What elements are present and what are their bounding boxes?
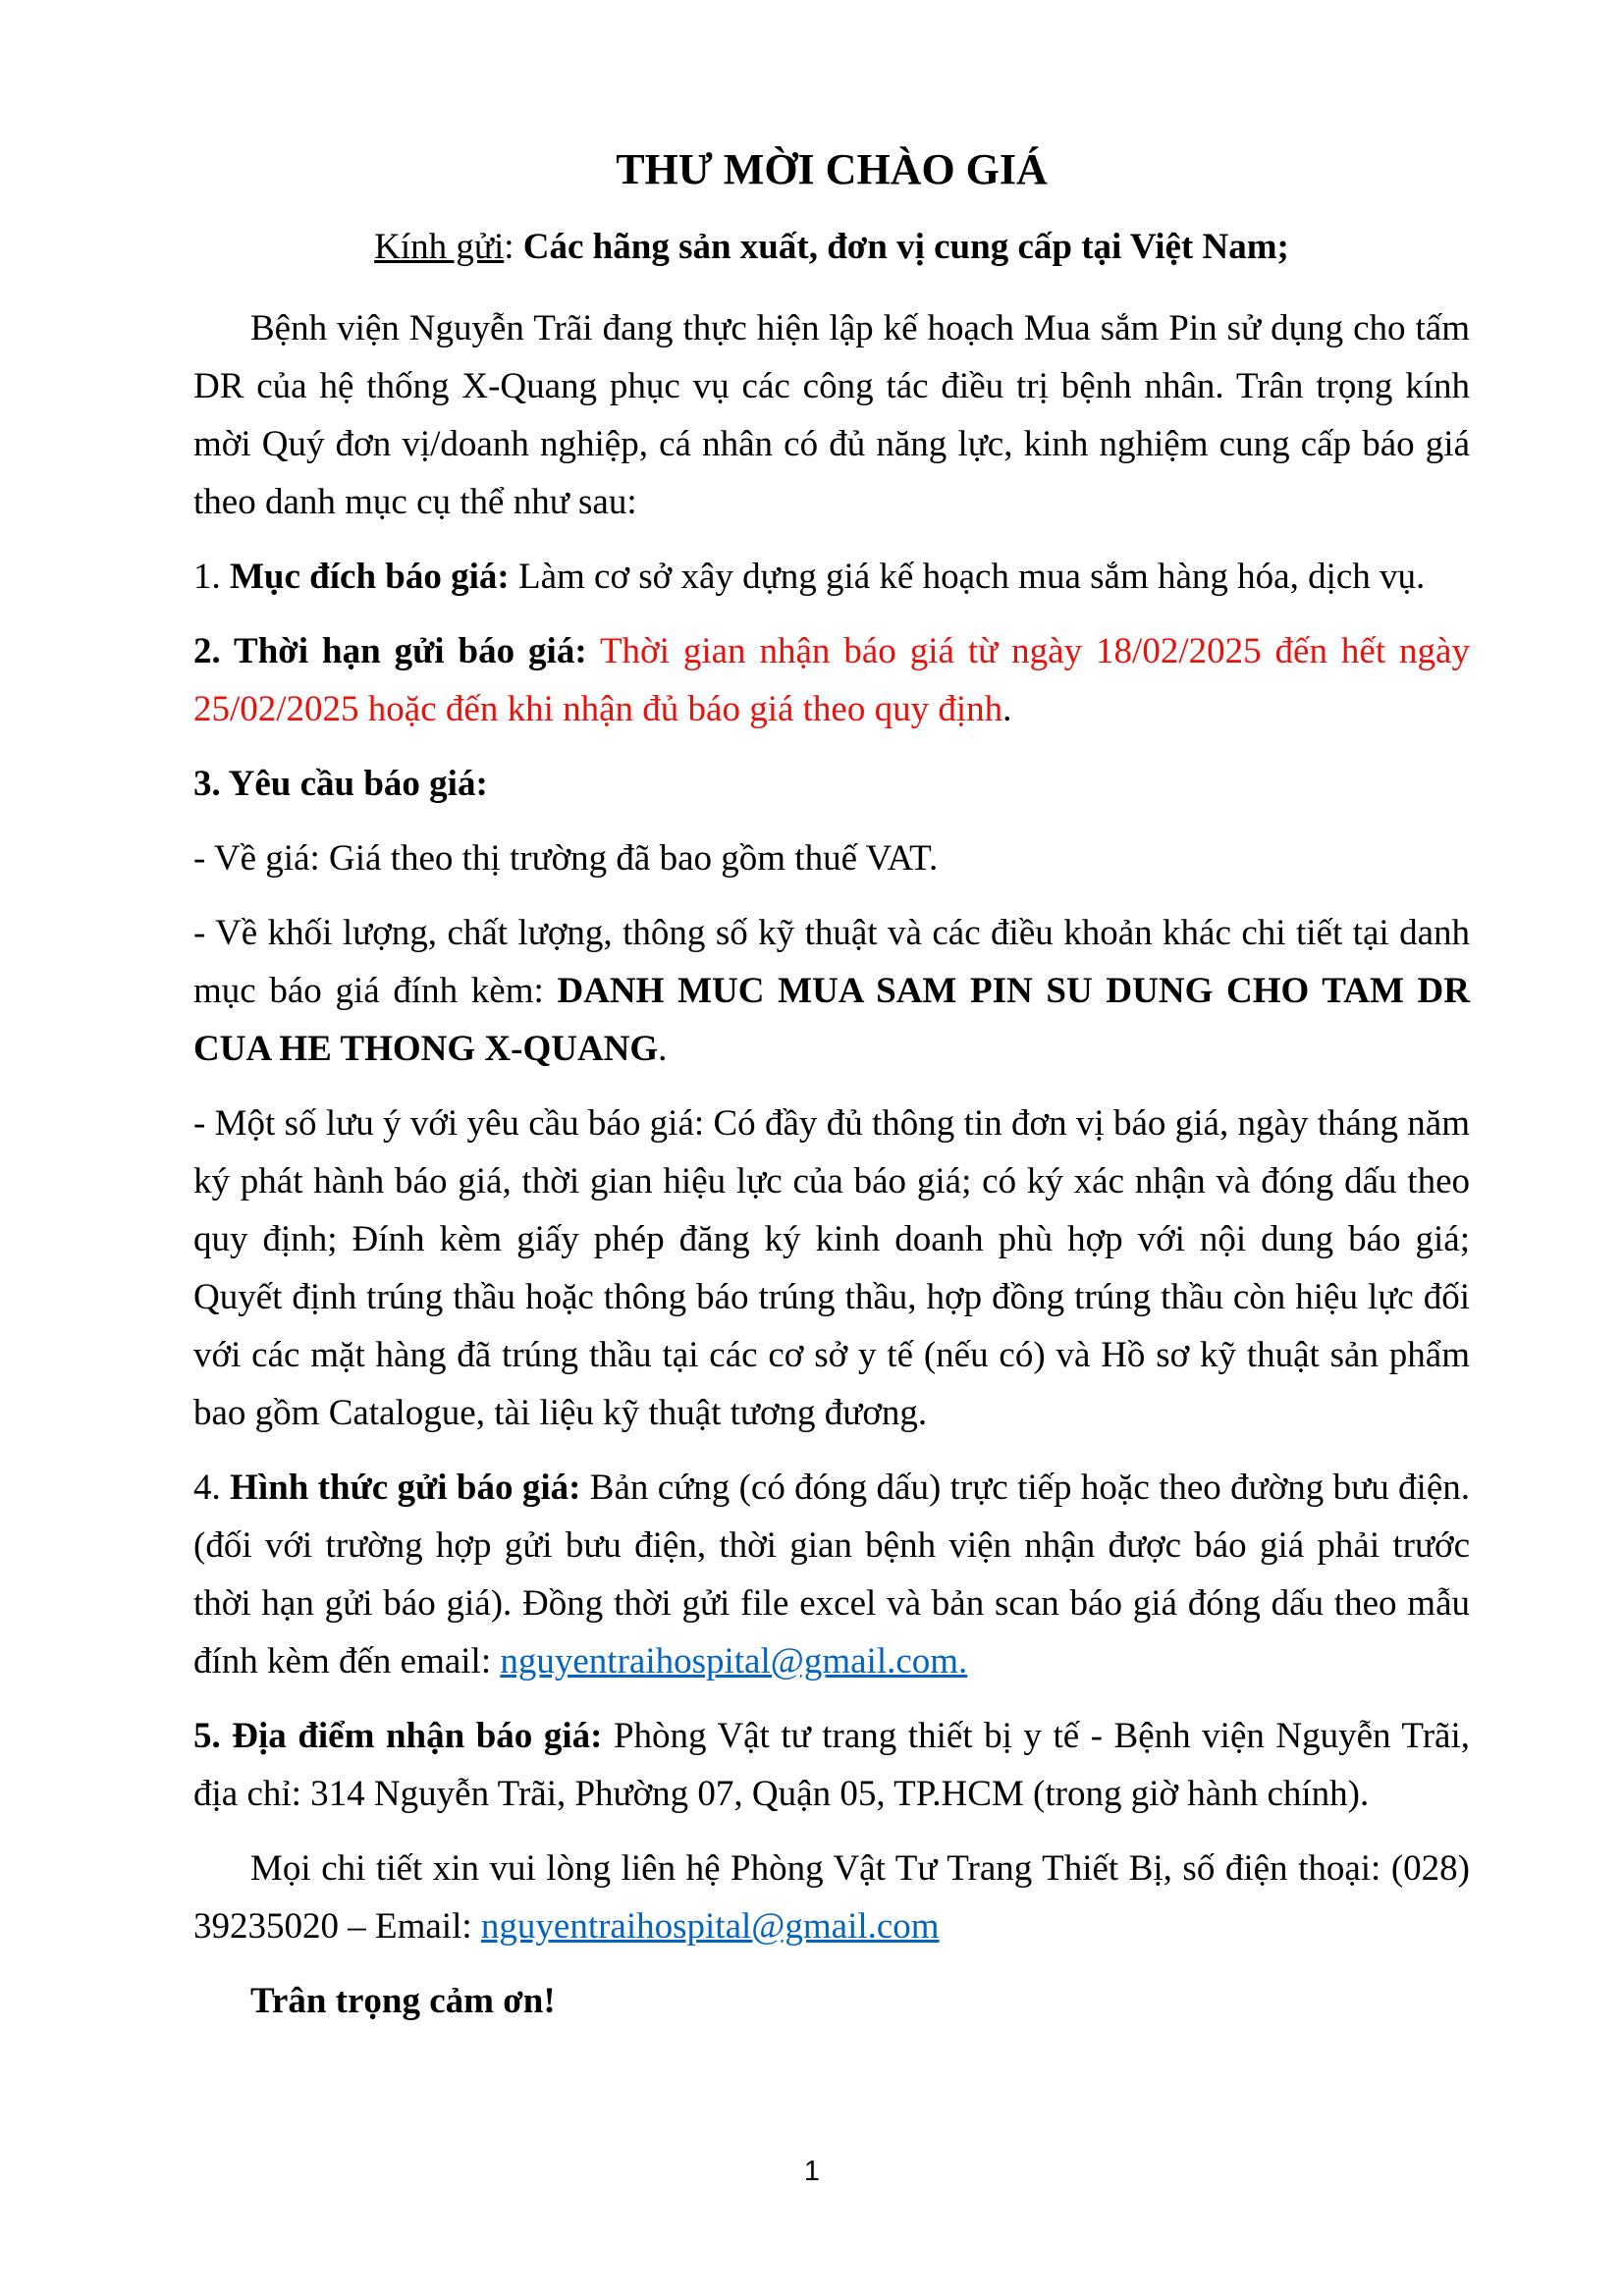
closing-paragraph bbox=[193, 1972, 1470, 2030]
intro-paragraph bbox=[193, 299, 1470, 531]
salutation-recipient: Các hãng sản xuất, đơn vị cung cấp tại Việt Nam; bbox=[522, 227, 1289, 267]
salutation bbox=[193, 218, 1470, 276]
text-run: Mọi chi tiết xin vui lòng liên hệ Phòng Vật Tư Trang Thiết Bị, số điện thoại: (028) 39235020 – Email: bbox=[193, 1848, 1470, 1947]
text-run: Thời gian nhận báo giá từ ngày 18/02/2025 đến hết ngày 25/02/2025 hoặc đến khi nhận đủ báo giá theo quy định bbox=[193, 631, 1470, 729]
text-run: Mục đích báo giá: bbox=[230, 557, 510, 597]
document-content bbox=[193, 139, 1470, 2047]
text-run: 2. Thời hạn gửi báo giá: bbox=[193, 631, 587, 671]
email-link-submission[interactable]: nguyentraihospital@gmail.com. bbox=[500, 1641, 968, 1682]
item-1-purpose bbox=[193, 548, 1470, 606]
text-run: - Một số lưu ý với yêu cầu báo giá: Có đầy đủ thông tin đơn vị báo giá, ngày tháng năm ký phát hành báo giá, thời gian hiệu lực của báo giá; có ký xác nhận và đóng dấu theo quy định; Đính kèm giấy phép đăng ký kinh doanh phù hợp với nội dung báo giá; Quyết định trúng thầu hoặc thông báo trúng thầu, hợp đồng trúng thầu còn hiệu lực đối với các mặt hàng đã trúng thầu tại các cơ sở y tế (nếu có) và Hồ sơ kỹ thuật sản phẩm bao gồm Catalogue, tài liệu kỹ thuật tương đương. bbox=[193, 1103, 1470, 1433]
salutation-colon: : bbox=[504, 227, 523, 267]
salutation-label: Kính gửi bbox=[374, 227, 505, 267]
text-run: . bbox=[658, 1029, 668, 1069]
text-run: 1. bbox=[193, 557, 230, 597]
text-run: Làm cơ sở xây dựng giá kế hoạch mua sắm hàng hóa, dịch vụ. bbox=[509, 557, 1426, 597]
text-run: 5. Địa điểm nhận báo giá: bbox=[193, 1716, 603, 1756]
requirement-price bbox=[193, 829, 1470, 887]
item-3-requirements-heading bbox=[193, 755, 1470, 813]
text-run: Trân trọng cảm ơn! bbox=[250, 1981, 556, 2021]
text-run: Bệnh viện Nguyễn Trãi đang thực hiện lập kế hoạch Mua sắm Pin sử dụng cho tấm DR của hệ thống X-Quang phục vụ các công tác điều trị bệnh nhân. Trân trọng kính mời Quý đơn vị/doanh nghiệp, cá nhân có đủ năng lực, kinh nghiệm cung cấp báo giá theo danh mục cụ thể như sau: bbox=[193, 308, 1470, 522]
item-2-deadline bbox=[193, 622, 1470, 738]
requirement-specs bbox=[193, 904, 1470, 1078]
text-run: . bbox=[1002, 689, 1012, 729]
text-run: - Về giá: Giá theo thị trường đã bao gồm thuế VAT. bbox=[193, 838, 939, 879]
requirement-notes bbox=[193, 1095, 1470, 1442]
text-run: DANH MUC MUA SAM PIN SU DUNG CHO TAM DR CUA HE THONG X-QUANG bbox=[193, 971, 1471, 1069]
text-run bbox=[587, 631, 600, 671]
page-number: 1 bbox=[803, 2156, 821, 2187]
text-run: Bản cứng (có đóng dấu) trực tiếp hoặc theo đường bưu điện. (đối với trường hợp gửi bưu điện, thời gian bệnh viện nhận được báo giá phải trước thời hạn gửi báo giá). Đồng thời gửi file excel và bản scan báo giá đóng dấu theo mẫu đính kèm đến email: bbox=[193, 1468, 1471, 1682]
item-5-location bbox=[193, 1707, 1470, 1823]
text-run: Hình thức gửi báo giá: bbox=[230, 1468, 581, 1508]
text-run: - Về khối lượng, chất lượng, thông số kỹ thuật và các điều khoản khác chi tiết tại danh mục báo giá đính kèm: bbox=[193, 913, 1470, 1011]
document-body bbox=[193, 218, 1470, 2030]
text-run: 4. bbox=[193, 1468, 231, 1508]
email-link-contact[interactable]: nguyentraihospital@gmail.com bbox=[480, 1906, 940, 1947]
page-title: THƯ MỜI CHÀO GIÁ bbox=[616, 145, 1048, 193]
text-run: Phòng Vật tư trang thiết bị y tế - Bệnh viện Nguyễn Trãi, địa chỉ: 314 Nguyễn Trãi, Phường 07, Quận 05, TP.HCM (trong giờ hành chính). bbox=[193, 1716, 1470, 1814]
item-4-submission bbox=[193, 1459, 1470, 1690]
contact-paragraph bbox=[193, 1840, 1470, 1955]
text-run: 3. Yêu cầu báo giá: bbox=[193, 764, 488, 804]
